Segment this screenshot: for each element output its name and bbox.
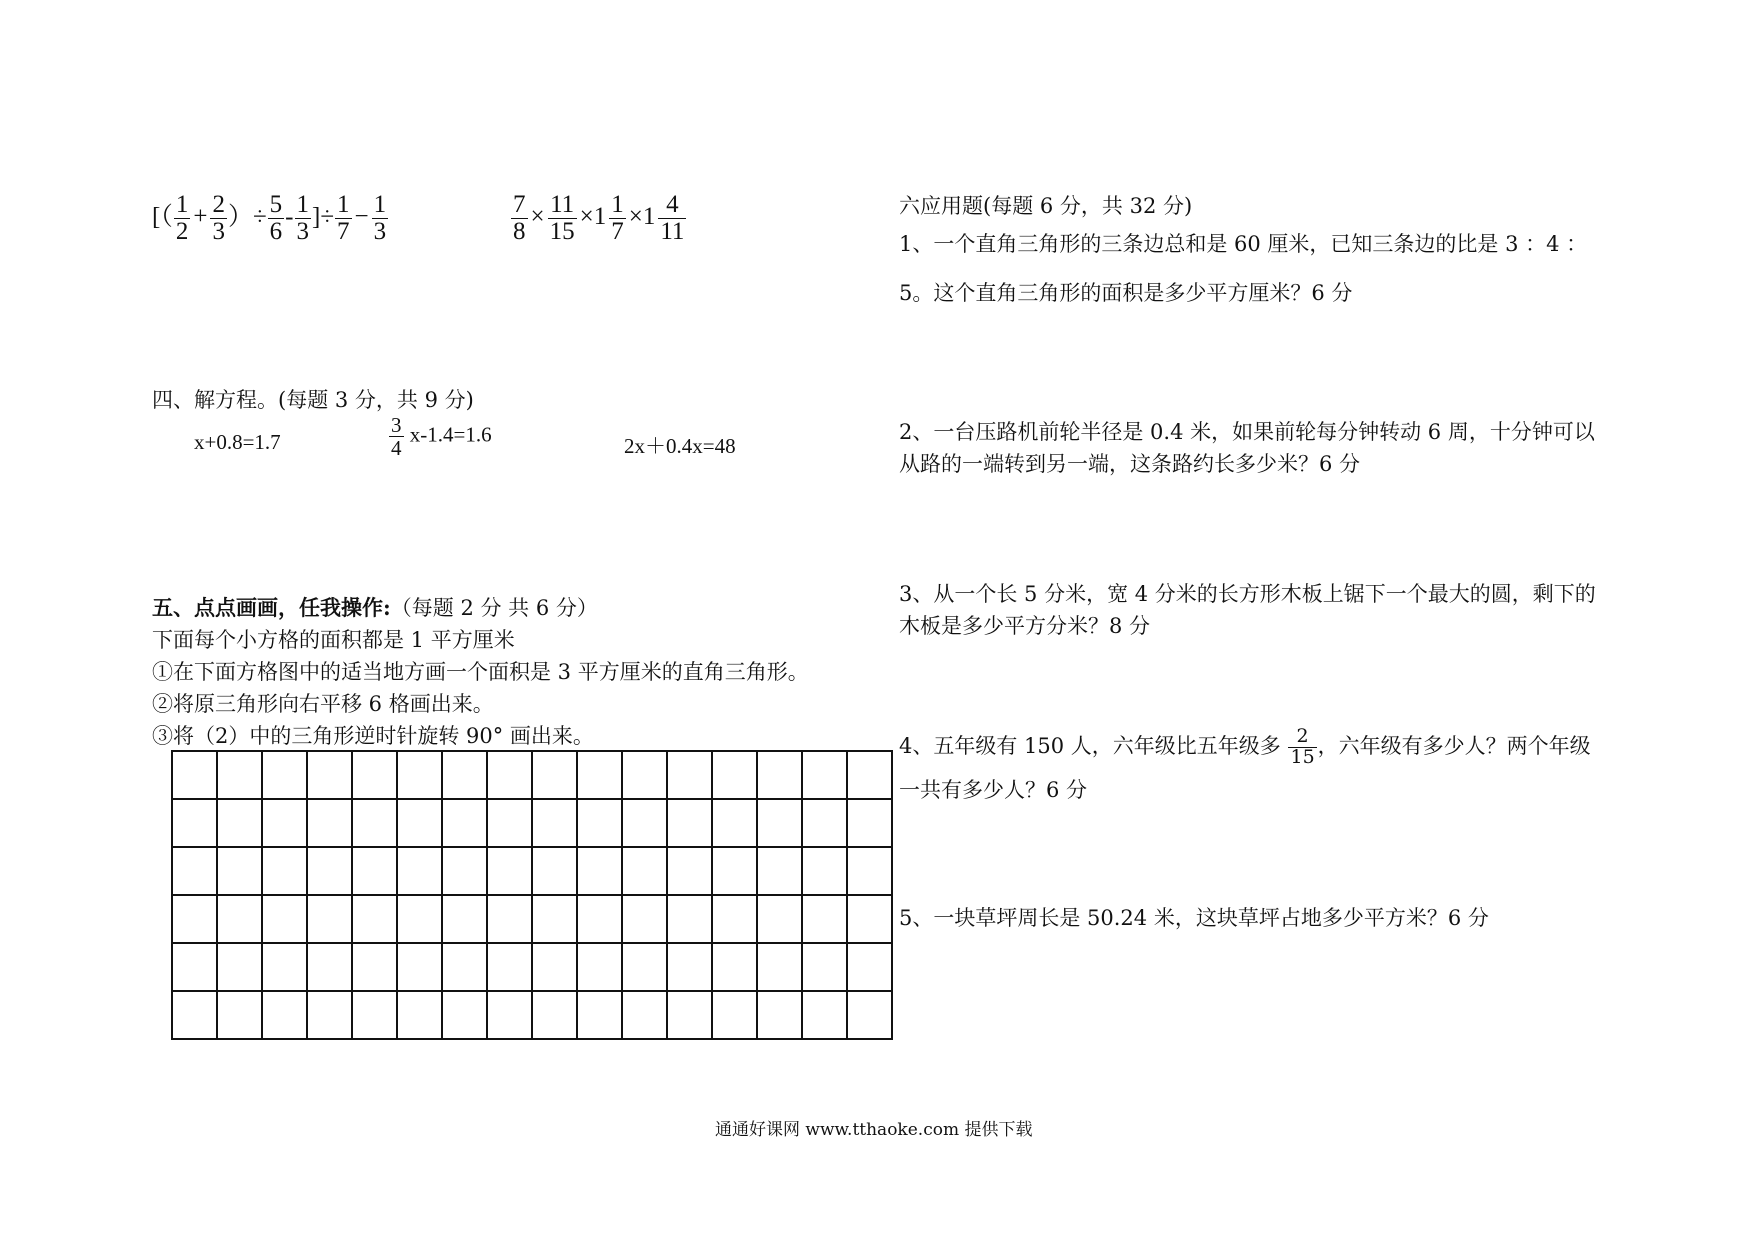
grid-cell [487, 943, 532, 991]
grid-cell [667, 751, 712, 799]
grid-cell [307, 847, 352, 895]
section-5-title [152, 592, 598, 622]
grid-cell [487, 895, 532, 943]
grid-cell [667, 895, 712, 943]
grid-cell [172, 847, 217, 895]
grid-cell [577, 991, 622, 1039]
grid-cell [487, 991, 532, 1039]
grid-cell [217, 847, 262, 895]
grid-cell [352, 799, 397, 847]
grid-cell [802, 895, 847, 943]
grid-cell [622, 895, 667, 943]
grid-cell [217, 895, 262, 943]
grid-cell [577, 943, 622, 991]
grid-cell [577, 895, 622, 943]
instruction-line: 下面每个小方格的面积都是 1 平方厘米 [152, 628, 515, 652]
section-6-title: 六应用题(每题 6 分，共 32 分) [899, 194, 1193, 218]
grid-row [172, 799, 892, 847]
grid-cell [397, 799, 442, 847]
expression-1 [152, 192, 389, 246]
grid-cell [532, 751, 577, 799]
grid-row [172, 991, 892, 1039]
grid-cell [577, 847, 622, 895]
grid-cell [442, 895, 487, 943]
grid-cell [442, 991, 487, 1039]
grid-cell [217, 751, 262, 799]
grid-cell [622, 751, 667, 799]
grid-cell [217, 799, 262, 847]
grid-cell [757, 991, 802, 1039]
grid-cell [352, 895, 397, 943]
grid-cell [757, 895, 802, 943]
grid-cell [262, 895, 307, 943]
grid-cell [172, 895, 217, 943]
grid-cell [397, 991, 442, 1039]
bracket-divide: ]÷ [312, 203, 335, 231]
fraction: $\frac{1}{3}$ [373, 191, 387, 246]
grid-cell [757, 943, 802, 991]
grid-cell [712, 751, 757, 799]
fraction: $\frac{2}{15}$ [1290, 725, 1315, 768]
grid-cell [847, 751, 892, 799]
minus-sign: - [285, 203, 294, 231]
grid-cell [307, 799, 352, 847]
grid-cell [757, 799, 802, 847]
grid-cell [847, 847, 892, 895]
grid-cell [442, 751, 487, 799]
grid-cell [307, 943, 352, 991]
question-4-pre: 4、五年级有 150 人，六年级比五年级多 [899, 733, 1281, 758]
question-2-line-2: 从路的一端转到另一端，这条路约长多少米？6 分 [899, 452, 1361, 476]
grid-cell [847, 799, 892, 847]
fraction: $\frac{4}{11}$ [660, 191, 685, 246]
grid-cell [712, 991, 757, 1039]
grid-row [172, 751, 892, 799]
grid-cell [307, 895, 352, 943]
fraction: $\frac{1}{3}$ [296, 191, 309, 246]
grid-cell [712, 895, 757, 943]
grid-cell [757, 847, 802, 895]
question-1-line-2: 5。这个直角三角形的面积是多少平方厘米？6 分 [899, 281, 1353, 305]
question-4-line-1 [899, 727, 1591, 768]
grid-cell [262, 799, 307, 847]
times-sign: ×1 [579, 203, 607, 231]
grid-cell [802, 943, 847, 991]
grid-cell [172, 943, 217, 991]
grid-cell [442, 799, 487, 847]
grid-cell [847, 895, 892, 943]
question-4-post: ，六年级有多少人？两个年级 [1317, 733, 1591, 758]
grid-cell [847, 991, 892, 1039]
grid-cell [352, 847, 397, 895]
equation-2-rest: x-1.4=1.6 [409, 422, 492, 447]
equation-2 [388, 414, 492, 459]
grid-cell [667, 799, 712, 847]
question-3-line-2: 木板是多少平方分米？8 分 [899, 614, 1151, 638]
fraction: $\frac{2}{3}$ [212, 191, 225, 246]
paren-divide: ）÷ [227, 203, 267, 231]
instruction-line: ③将（2）中的三角形逆时针旋转 90° 画出来。 [152, 724, 594, 748]
grid-cell [262, 751, 307, 799]
grid-cell [577, 751, 622, 799]
grid-row [172, 943, 892, 991]
fraction: $\frac{3}{4}$ [391, 413, 402, 461]
grid-cell [397, 847, 442, 895]
grid-cell [802, 751, 847, 799]
grid-cell [262, 943, 307, 991]
grid-cell [622, 991, 667, 1039]
grid-cell [757, 751, 802, 799]
grid-cell [217, 991, 262, 1039]
grid-cell [487, 799, 532, 847]
grid-cell [667, 943, 712, 991]
fraction: $\frac{1}{7}$ [337, 191, 350, 246]
section-4-title: 四、解方程。(每题 3 分，共 9 分) [152, 388, 474, 412]
grid-cell [442, 847, 487, 895]
instruction-line: ②将原三角形向右平移 6 格画出来。 [152, 692, 494, 716]
grid-cell [397, 895, 442, 943]
grid-cell [217, 943, 262, 991]
expression-2 [510, 192, 687, 246]
question-1-line-1: 1、一个直角三角形的三条边总和是 60 厘米，已知三条边的比是 3 ：4 ： [899, 232, 1588, 256]
grid-cell [397, 943, 442, 991]
question-3-line-1: 3、从一个长 5 分米，宽 4 分米的长方形木板上锯下一个最大的圆，剩下的 [899, 582, 1596, 606]
grid-cell [577, 799, 622, 847]
times-sign: × [530, 203, 545, 231]
grid-cell [622, 847, 667, 895]
square-grid [171, 750, 893, 1040]
fraction: $\frac{1}{2}$ [175, 191, 189, 246]
fraction: $\frac{1}{7}$ [611, 191, 624, 246]
grid-cell [262, 847, 307, 895]
fraction: $\frac{5}{6}$ [269, 191, 283, 246]
grid-cell [442, 943, 487, 991]
section-5-title-bold: 五、点点画画，任我操作: [152, 595, 391, 620]
grid-cell [622, 943, 667, 991]
grid-cell [622, 799, 667, 847]
equation-3: 2x＋0.4x=48 [624, 434, 736, 458]
grid-cell [262, 991, 307, 1039]
question-2-line-1: 2、一台压路机前轮半径是 0.4 米，如果前轮每分钟转动 6 周，十分钟可以 [899, 420, 1595, 444]
grid-cell [532, 799, 577, 847]
bracket-open: [（ [152, 203, 173, 231]
grid-cell [802, 847, 847, 895]
grid-cell [532, 847, 577, 895]
grid-cell [532, 943, 577, 991]
grid-cell [172, 751, 217, 799]
grid-cell [532, 991, 577, 1039]
grid-cell [712, 799, 757, 847]
grid-cell [712, 943, 757, 991]
grid-cell [352, 943, 397, 991]
question-4-line-2: 一共有多少人？6 分 [899, 778, 1088, 802]
grid-cell [712, 847, 757, 895]
times-sign: ×1 [628, 203, 656, 231]
grid-cell [802, 991, 847, 1039]
question-5: 5、一块草坪周长是 50.24 米，这块草坪占地多少平方米？6 分 [899, 906, 1489, 930]
grid-cell [847, 943, 892, 991]
section-5-title-rest: （每题 2 分 共 6 分） [390, 596, 598, 620]
grid-cell [172, 991, 217, 1039]
grid-cell [307, 751, 352, 799]
fraction: $\frac{7}{8}$ [513, 191, 526, 246]
grid-cell [397, 751, 442, 799]
grid-cell [487, 847, 532, 895]
instruction-line: ①在下面方格图中的适当地方画一个面积是 3 平方厘米的直角三角形。 [152, 660, 809, 684]
grid-row [172, 895, 892, 943]
grid-cell [172, 799, 217, 847]
grid-cell [352, 991, 397, 1039]
grid-cell [667, 991, 712, 1039]
plus-sign: + [193, 203, 208, 231]
grid-cell [307, 991, 352, 1039]
grid-cell [667, 847, 712, 895]
minus-sign: − [354, 203, 369, 231]
grid-cell [532, 895, 577, 943]
fraction: $\frac{11}{15}$ [549, 191, 575, 246]
footer: 通通好课网 www.tthaoke.com 提供下载 [715, 1120, 1033, 1140]
grid-cell [487, 751, 532, 799]
equation-1: x+0.8=1.7 [194, 430, 281, 454]
grid-cell [802, 799, 847, 847]
grid-cell [352, 751, 397, 799]
grid-row [172, 847, 892, 895]
